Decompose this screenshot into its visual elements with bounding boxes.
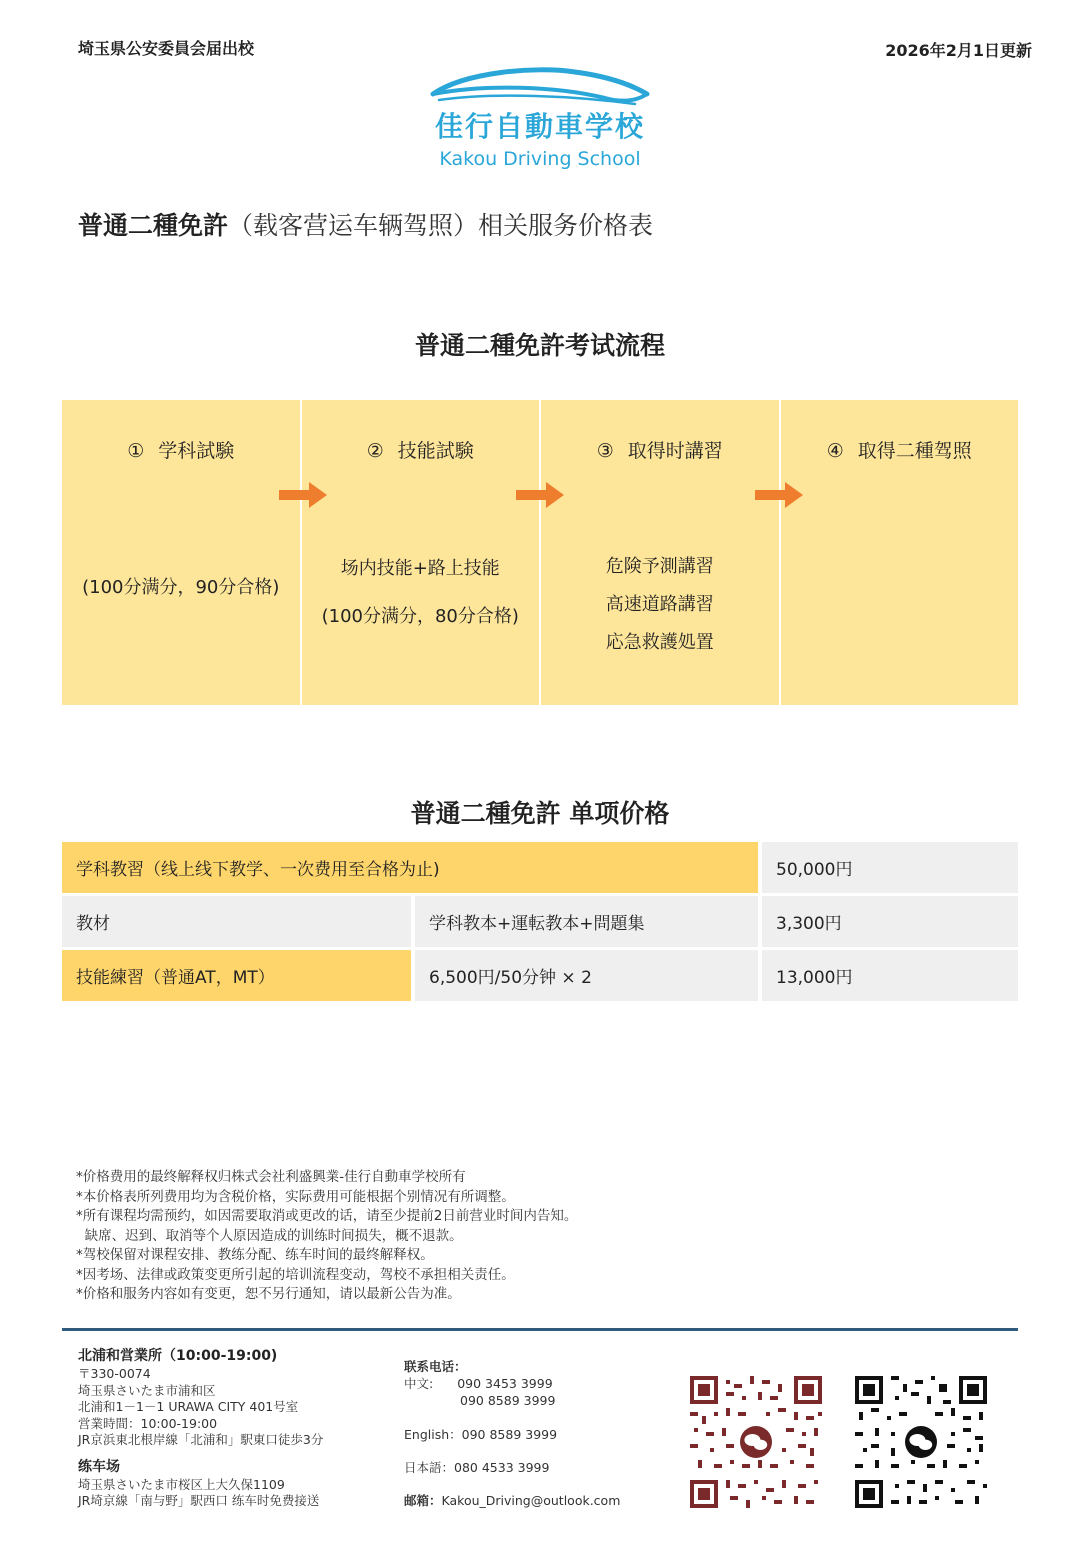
office-line: 北浦和1－1－1 URAWA CITY 401号室 — [78, 1399, 299, 1414]
flow-title: 普通二種免許考试流程 — [414, 331, 665, 360]
office-line: 営業時間：10:00-19:00 — [78, 1415, 218, 1431]
step-detail: (100分满分，90分合格) — [82, 577, 280, 598]
office-title: 北浦和営業所（10:00-19:00) — [78, 1348, 278, 1364]
note-line: *本价格表所列费用均为含税价格，实际费用可能根据个别情况有所调整。 — [76, 1188, 515, 1205]
step-number: ② — [366, 440, 384, 462]
table-row — [62, 842, 1018, 896]
arrow-right-icon — [279, 482, 327, 508]
office-line: JR京浜東北根岸線「北浦和」駅東口徒歩3分 — [78, 1432, 324, 1447]
school-logo — [420, 64, 660, 194]
page-title-bold: 普通二種免許 — [78, 211, 229, 240]
step-label: 技能試験 — [397, 440, 474, 462]
header-left: 埼玉県公安委員会届出校 — [78, 39, 255, 58]
step-detail: 场内技能+路上技能 — [340, 558, 500, 579]
step-label: 学科試験 — [158, 440, 235, 462]
contact-title: 联系电话： — [404, 1359, 467, 1374]
table-row — [62, 896, 1018, 950]
notes — [76, 1168, 577, 1305]
flow-step-2 — [302, 400, 542, 705]
note-line: *价格费用的最终解释权归株式会社利盛興業-佳行自動車学校所有 — [76, 1169, 466, 1185]
arrow-right-icon — [516, 482, 564, 508]
zh-phone-1: 090 3453 3999 — [457, 1376, 553, 1391]
zh-label: 中文: — [404, 1376, 434, 1391]
zh-phone-2: 090 8589 3999 — [460, 1393, 556, 1408]
price-value: 50,000円 — [758, 842, 1018, 896]
step-detail: 高速道路講習 — [605, 594, 714, 615]
step-detail: 応急救護処置 — [605, 632, 714, 653]
price-detail: 学科教本+運転教本+問題集 — [411, 896, 758, 950]
wechat-qr-code — [690, 1376, 822, 1508]
exam-flow — [62, 400, 1018, 705]
step-detail: (100分满分，80分合格) — [321, 606, 519, 627]
mail-label: 邮箱： — [404, 1493, 442, 1508]
step-label: 取得二種驾照 — [857, 440, 972, 462]
office-line: 埼玉県さいたま市浦和区 — [78, 1382, 216, 1398]
price-table — [62, 842, 1018, 1004]
practice-title: 练车场 — [78, 1458, 120, 1475]
note-line: *价格和服务内容如有变更，恕不另行通知，请以最新公告为准。 — [76, 1286, 461, 1302]
price-item: 学科教習（线上线下教学、一次费用至合格为止) — [62, 842, 758, 896]
note-line: *驾校保留对课程安排、教练分配、练车时间的最终解释权。 — [76, 1247, 434, 1263]
logo-name-jp: 佳行自動車学校 — [434, 110, 645, 143]
step-number: ④ — [826, 440, 844, 462]
step-label: 取得时講習 — [627, 440, 723, 462]
en-label: English： — [404, 1427, 462, 1442]
arrow-right-icon — [755, 482, 803, 508]
step-number: ① — [127, 440, 145, 462]
office-info — [78, 1346, 323, 1510]
office-line: 〒330-0074 — [78, 1366, 151, 1381]
practice-line: JR埼京線「南与野」駅西口 练车时免费接送 — [78, 1493, 320, 1508]
en-phone: 090 8589 3999 — [461, 1427, 558, 1442]
note-line: *因考场、法律或政策变更所引起的培训流程变动，驾校不承担相关责任。 — [76, 1266, 515, 1283]
flow-step-3 — [541, 400, 781, 705]
logo-name-en: Kakou Driving School — [439, 148, 641, 170]
jp-phone: 080 4533 3999 — [454, 1460, 550, 1475]
wechat-qr-code — [855, 1376, 987, 1508]
footer-divider — [62, 1328, 1018, 1331]
price-item: 技能練習（普通AT，MT） — [62, 950, 411, 1004]
note-line: 缺席、迟到、取消等个人原因造成的训练时间损失，概不退款。 — [76, 1227, 463, 1244]
page-title-normal: （载客营运车辆驾照）相关服务价格表 — [228, 211, 654, 240]
contact-info — [404, 1358, 620, 1509]
table-row — [62, 950, 1018, 1004]
flow-step-1 — [62, 400, 302, 705]
step-detail: 危険予測講習 — [605, 556, 714, 577]
page-title — [78, 206, 653, 242]
price-value: 3,300円 — [758, 896, 1018, 950]
price-title: 普通二種免許 单项价格 — [410, 799, 670, 828]
jp-label: 日本語： — [404, 1460, 455, 1475]
step-number: ③ — [596, 440, 614, 462]
price-item: 教材 — [62, 896, 411, 950]
practice-line: 埼玉県さいたま市桜区上大久保1109 — [78, 1476, 285, 1492]
update-date: 2026年2月1日更新 — [885, 41, 1032, 60]
note-line: *所有课程均需预约，如因需要取消或更改的话，请至少提前2日前营业时间内告知。 — [76, 1208, 578, 1224]
price-value: 13,000円 — [758, 950, 1018, 1004]
flow-step-4 — [781, 400, 1019, 705]
price-detail: 6,500円/50分钟 × 2 — [411, 950, 758, 1004]
car-swoosh-icon — [425, 64, 655, 110]
mail-address: Kakou_Driving@outlook.com — [441, 1493, 621, 1508]
